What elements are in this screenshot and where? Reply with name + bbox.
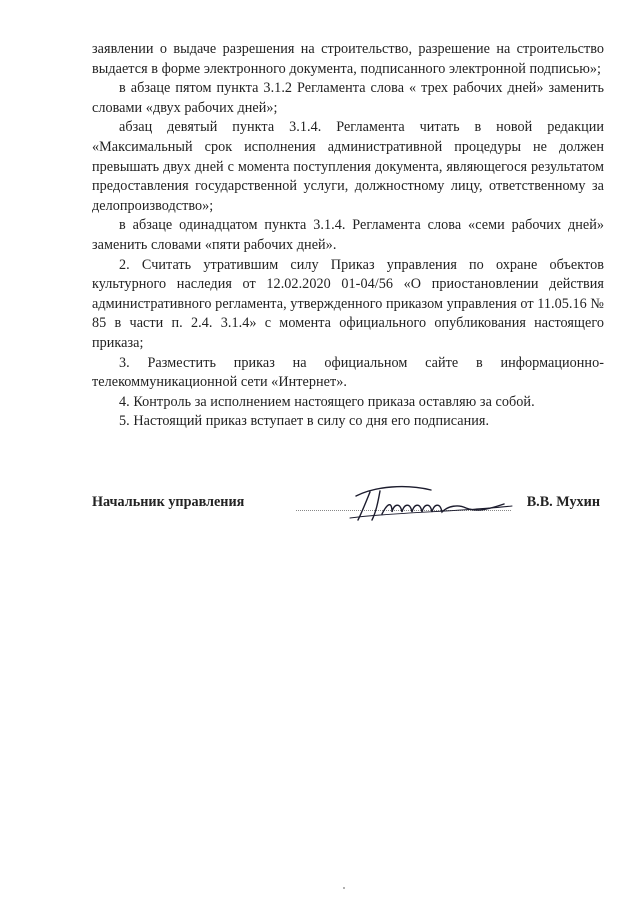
signatory-name: В.В. Мухин (526, 494, 600, 510)
handwritten-signature (336, 482, 516, 524)
scan-artifact (343, 887, 345, 889)
paragraph-3: абзац девятый пункта 3.1.4. Регламента читать в новой редакции «Максимальный срок исполнения административной процедуры не должен превышать двух дней с момента поступления документа, являющегося результатом предоставления государственной услуги, должностному лицу, ответственному за делопроизводство»; (92, 119, 604, 214)
paragraph-5: 2. Считать утратившим силу Приказ управления по охране объектов культурного наследия от 12.02.2020 01-04/56 «О приостановлении действия административного регламента, утвержденного приказом управления от 11.05.16 № 85 в части п. 2.4. 3.1.4» с момента официального опубликования настоящего приказа; (92, 256, 604, 351)
signature-block (92, 488, 604, 528)
paragraph-4: в абзаце одинадцатом пункта 3.1.4. Регламента слова «семи рабочих дней» заменить словами «пяти рабочих дней». (92, 217, 604, 253)
document-body (92, 40, 604, 432)
signatory-title: Начальник управления (92, 494, 245, 510)
paragraph-8: 5. Настоящий приказ вступает в силу со дня его подписания. (119, 413, 490, 430)
paragraph-1: заявлении о выдаче разрешения на строительство, разрешение на строительство выдается в форме электронного документа, подписанного электронной подписью»; (92, 41, 604, 77)
paragraph-6: 3. Разместить приказ на официальном сайте в информационно-телекоммуникационной сети «Интернет». (92, 354, 604, 391)
paragraph-2: в абзаце пятом пункта 3.1.2 Регламента слова « трех рабочих дней» заменить словами «двух рабочих дней»; (92, 80, 604, 116)
paragraph-7: 4. Контроль за исполнением настоящего приказа оставляю за собой. (119, 393, 535, 410)
